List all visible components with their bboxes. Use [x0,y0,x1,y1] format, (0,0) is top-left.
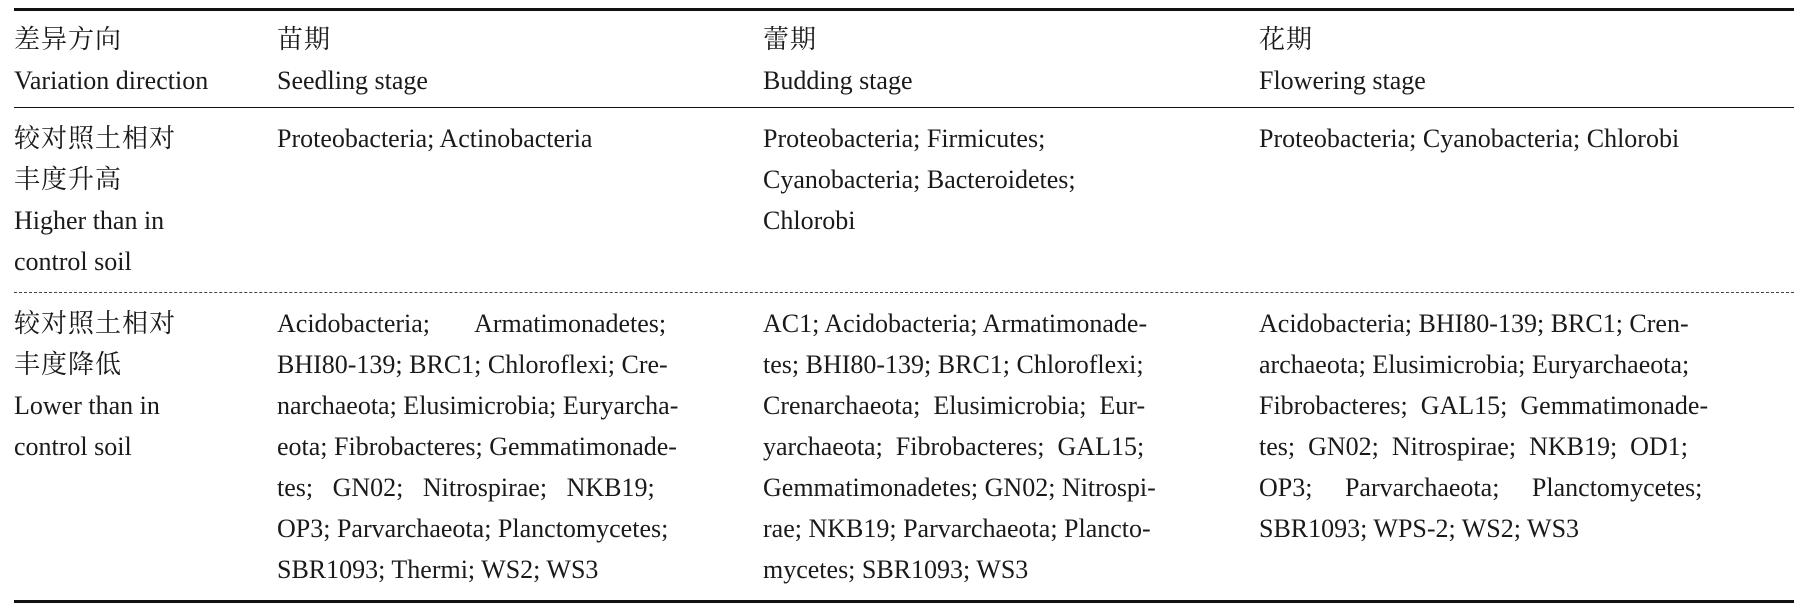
data-table [14,8,1794,603]
row-lower-label-zh-1: 较对照土相对 [14,309,177,338]
row-higher-flowering-line: Proteobacteria; Cyanobacteria; Chlorobi [1259,124,1680,153]
table-header-row [14,11,1794,107]
header-budding-zh: 蕾期 [763,25,818,54]
header-cell-direction [14,19,277,101]
row-higher-flowering [1259,118,1794,159]
row-lower-flowering-line: archaeota; Elusimicrobia; Euryarchaeota; [1259,350,1690,379]
row-lower-seedling-line: narchaeota; Elusimicrobia; Euryarcha- [277,391,679,420]
row-lower-seedling-line: eota; Fibrobacteres; Gemmatimonade- [277,432,677,461]
row-lower-label-zh-2: 丰度降低 [14,350,123,379]
row-lower-seedling-line: tes; GN02; Nitrospirae; NKB19; [277,473,655,502]
row-lower-flowering [1259,303,1794,549]
row-lower-seedling-line: BHI80-139; BRC1; Chloroflexi; Cre- [277,350,668,379]
row-lower-budding-line: Crenarchaeota; Elusimicrobia; Eur- [763,391,1146,420]
header-cell-seedling [277,19,763,101]
row-lower-flowering-line: Fibrobacteres; GAL15; Gemmatimonade- [1259,391,1709,420]
row-higher-budding-line: Cyanobacteria; Bacteroidetes; [763,165,1076,194]
row-lower-budding-line: mycetes; SBR1093; WS3 [763,555,1029,584]
row-lower-budding [763,303,1259,590]
header-cell-flowering [1259,19,1794,101]
row-higher-seedling-line: Proteobacteria; Actinobacteria [277,124,593,153]
row-higher-budding-line: Proteobacteria; Firmicutes; [763,124,1046,153]
header-seedling-en: Seedling stage [277,66,428,95]
row-lower-label-en-2: control soil [14,432,132,461]
row-lower-budding-line: AC1; Acidobacteria; Armatimonade- [763,309,1148,338]
row-higher-budding [763,118,1259,241]
row-lower-seedling-line: OP3; Parvarchaeota; Planctomycetes; [277,514,669,543]
row-lower-seedling-line: Acidobacteria; Armatimonadetes; [277,309,667,338]
row-lower-label [14,303,277,467]
row-lower-flowering-line: OP3; Parvarchaeota; Planctomycetes; [1259,473,1703,502]
header-budding-en: Budding stage [763,66,913,95]
header-direction-zh: 差异方向 [14,25,123,54]
row-lower-flowering-line: SBR1093; WPS-2; WS2; WS3 [1259,514,1580,543]
row-lower-seedling [277,303,763,590]
row-lower-budding-line: rae; NKB19; Parvarchaeota; Plancto- [763,514,1151,543]
row-higher-label-en-2: control soil [14,247,132,276]
row-higher-label-zh-2: 丰度升高 [14,165,123,194]
header-seedling-zh: 苗期 [277,25,332,54]
header-flowering-zh: 花期 [1259,25,1314,54]
header-cell-budding [763,19,1259,101]
row-lower-flowering-line: tes; GN02; Nitrospirae; NKB19; OD1; [1259,432,1688,461]
row-lower-flowering-line: Acidobacteria; BHI80-139; BRC1; Cren- [1259,309,1689,338]
row-higher-seedling [277,118,763,159]
row-lower-budding-line: tes; BHI80-139; BRC1; Chloroflexi; [763,350,1144,379]
row-higher-label [14,118,277,282]
table-row-lower [14,293,1794,600]
row-higher-budding-line: Chlorobi [763,206,856,235]
row-higher-label-zh-1: 较对照土相对 [14,124,177,153]
row-lower-seedling-line: SBR1093; Thermi; WS2; WS3 [277,555,599,584]
row-higher-label-en-1: Higher than in [14,206,165,235]
header-direction-en: Variation direction [14,66,209,95]
row-lower-label-en-1: Lower than in [14,391,160,420]
table-row-higher [14,108,1794,292]
row-lower-budding-line: yarchaeota; Fibrobacteres; GAL15; [763,432,1145,461]
header-flowering-en: Flowering stage [1259,66,1426,95]
row-lower-budding-line: Gemmatimonadetes; GN02; Nitrospi- [763,473,1156,502]
